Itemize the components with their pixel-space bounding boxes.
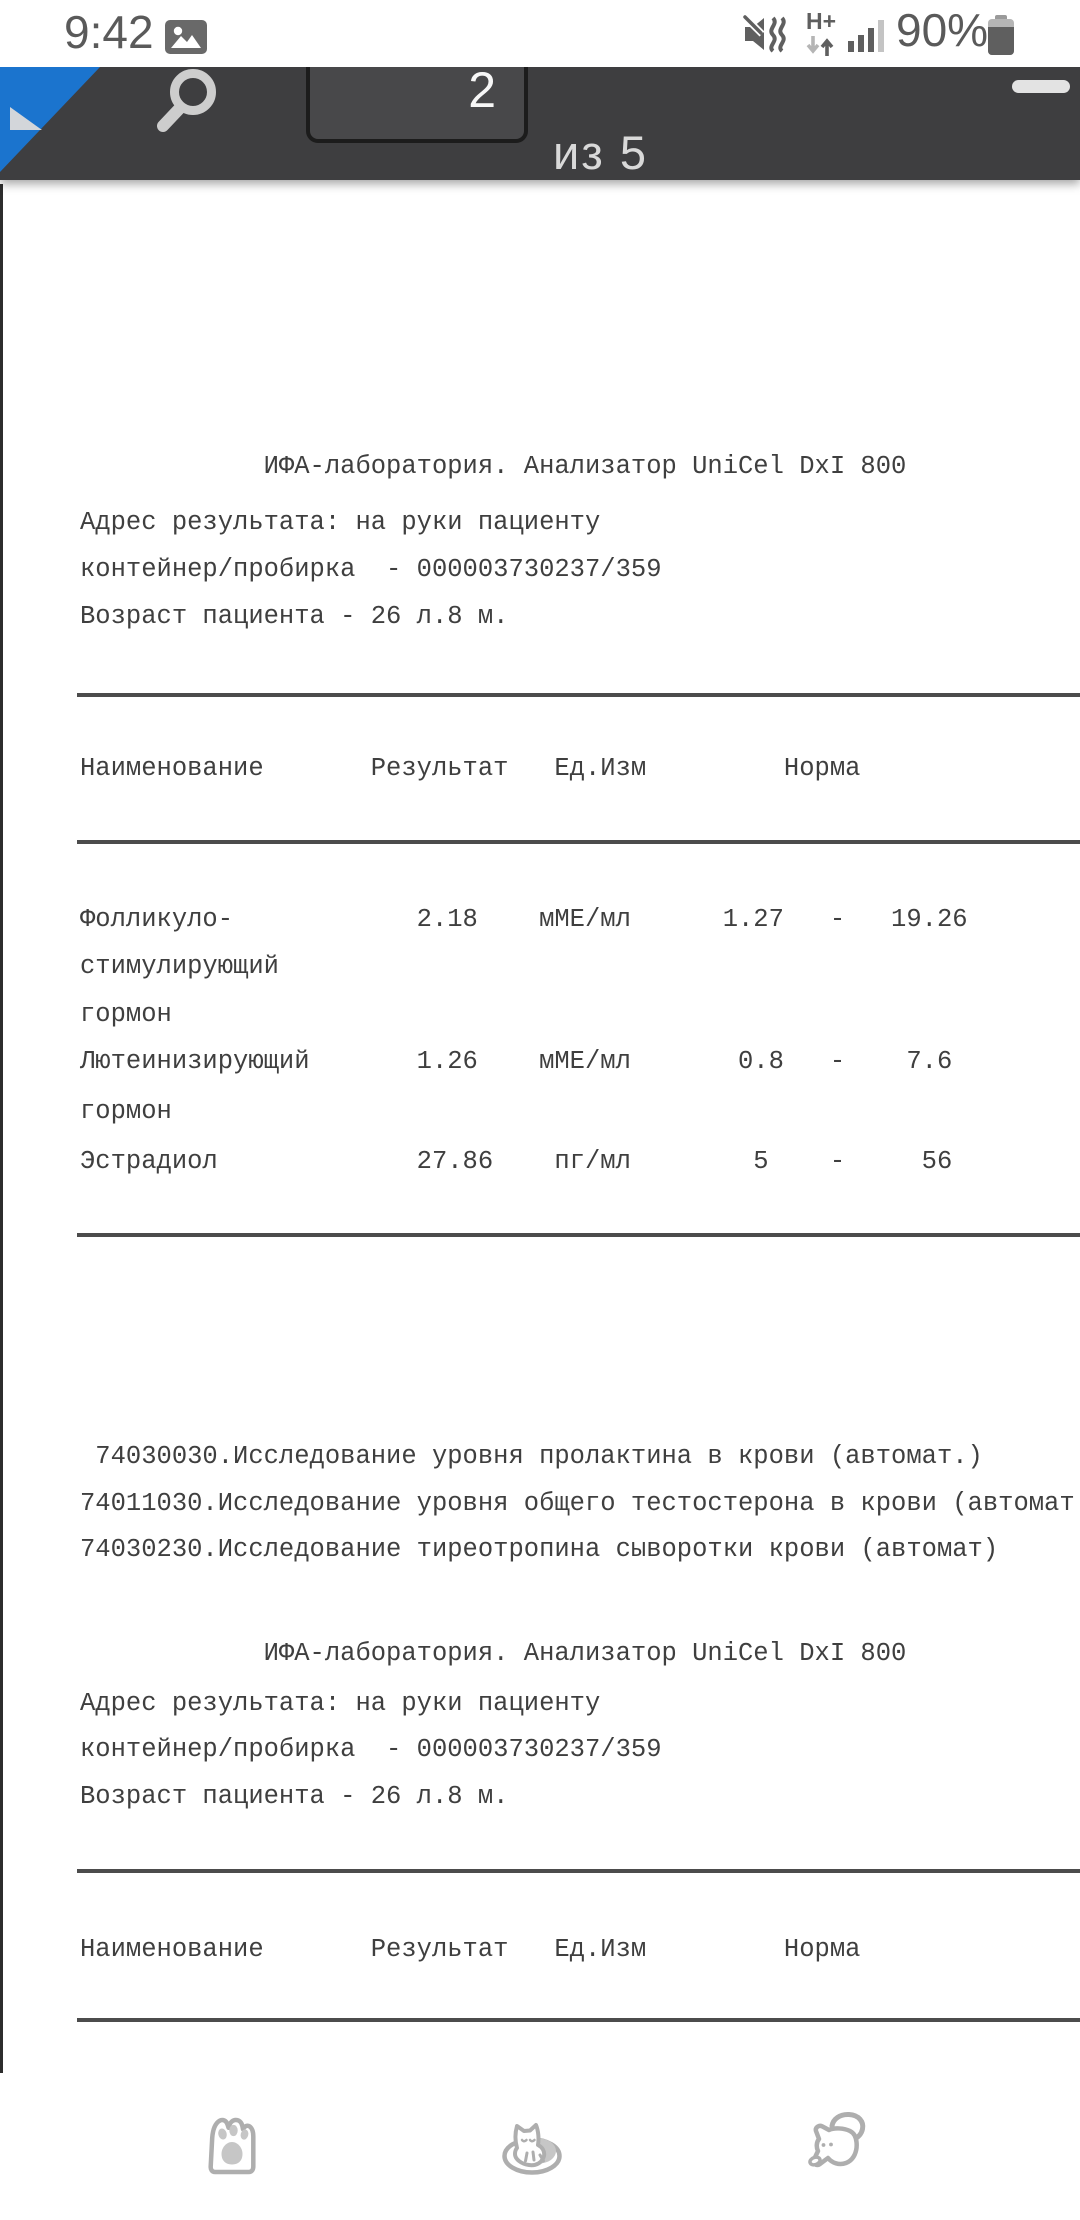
doc-line: Адрес результата: на руки пациенту bbox=[80, 508, 601, 537]
status-bar bbox=[0, 0, 1080, 67]
table-rule bbox=[77, 840, 1080, 844]
pdf-app-corner-logo bbox=[0, 67, 110, 177]
stretching-cat-icon bbox=[806, 2108, 872, 2176]
mute-vibrate-icon bbox=[743, 13, 789, 55]
network-type-indicator bbox=[805, 8, 837, 62]
doc-line: 74011030.Исследование уровня общего тестостерона в крови (автомат bbox=[80, 1489, 1075, 1518]
bottom-nav bbox=[0, 2073, 1080, 2220]
table-rule bbox=[77, 693, 1080, 697]
pages-total-label: из 5 bbox=[553, 126, 649, 179]
doc-line: 74030030.Исследование уровня пролактина в крови (автомат.) bbox=[80, 1442, 983, 1471]
doc-line: Наименование Результат Ед.Изм Норма bbox=[80, 754, 861, 783]
doc-line: Лютеинизирующий 1.26 мМЕ/мл 0.8 - 7.6 bbox=[80, 1047, 953, 1076]
search-icon bbox=[150, 67, 234, 145]
doc-line: Фолликуло- 2.18 мМЕ/мл 1.27 - 19.26 bbox=[80, 905, 968, 934]
doc-line: Адрес результата: на руки пациенту bbox=[80, 1689, 601, 1718]
doc-line: Возраст пациента - 26 л.8 м. bbox=[80, 1782, 509, 1811]
menu-button[interactable] bbox=[1012, 80, 1070, 93]
pdf-page[interactable] bbox=[0, 184, 1080, 2073]
doc-line: ИФА-лаборатория. Анализатор UniCel DxI 800 bbox=[80, 452, 907, 481]
table-rule bbox=[77, 1869, 1080, 1873]
pdf-toolbar bbox=[0, 67, 1080, 180]
battery-icon bbox=[988, 15, 1014, 55]
doc-line: гормон bbox=[80, 1097, 172, 1126]
doc-line: Возраст пациента - 26 л.8 м. bbox=[80, 602, 509, 631]
table-rule bbox=[77, 2018, 1080, 2022]
table-rule bbox=[77, 1233, 1080, 1237]
doc-line: 74030230.Исследование тиреотропина сыворотки крови (автомат) bbox=[80, 1535, 999, 1564]
doc-line: ИФА-лаборатория. Анализатор UniCel DxI 800 bbox=[80, 1639, 907, 1668]
network-arrows-icon bbox=[805, 35, 837, 57]
clock: 9:42 bbox=[64, 6, 154, 58]
doc-line: контейнер/пробирка - 000003730237/359 bbox=[80, 1735, 662, 1764]
signal-strength-icon bbox=[848, 18, 886, 52]
nav-button-sleeping-cat[interactable] bbox=[500, 2115, 564, 2177]
network-type-label: H+ bbox=[805, 8, 837, 34]
battery-percentage: 90% bbox=[896, 4, 989, 56]
nav-button-stretching-cat[interactable] bbox=[806, 2108, 872, 2176]
doc-line: гормон bbox=[80, 1000, 172, 1029]
doc-line: стимулирующий bbox=[80, 952, 279, 981]
gallery-notification-icon bbox=[165, 20, 207, 54]
nav-button-paw[interactable] bbox=[206, 2110, 258, 2176]
paw-icon bbox=[206, 2110, 258, 2176]
doc-line: контейнер/пробирка - 000003730237/359 bbox=[80, 555, 662, 584]
doc-line: Наименование Результат Ед.Изм Норма bbox=[80, 1935, 861, 1964]
search-button[interactable] bbox=[150, 67, 234, 145]
doc-line: Эстрадиол 27.86 пг/мл 5 - 56 bbox=[80, 1147, 953, 1176]
page-number-input[interactable] bbox=[306, 67, 528, 143]
sleeping-cat-icon bbox=[500, 2115, 564, 2177]
